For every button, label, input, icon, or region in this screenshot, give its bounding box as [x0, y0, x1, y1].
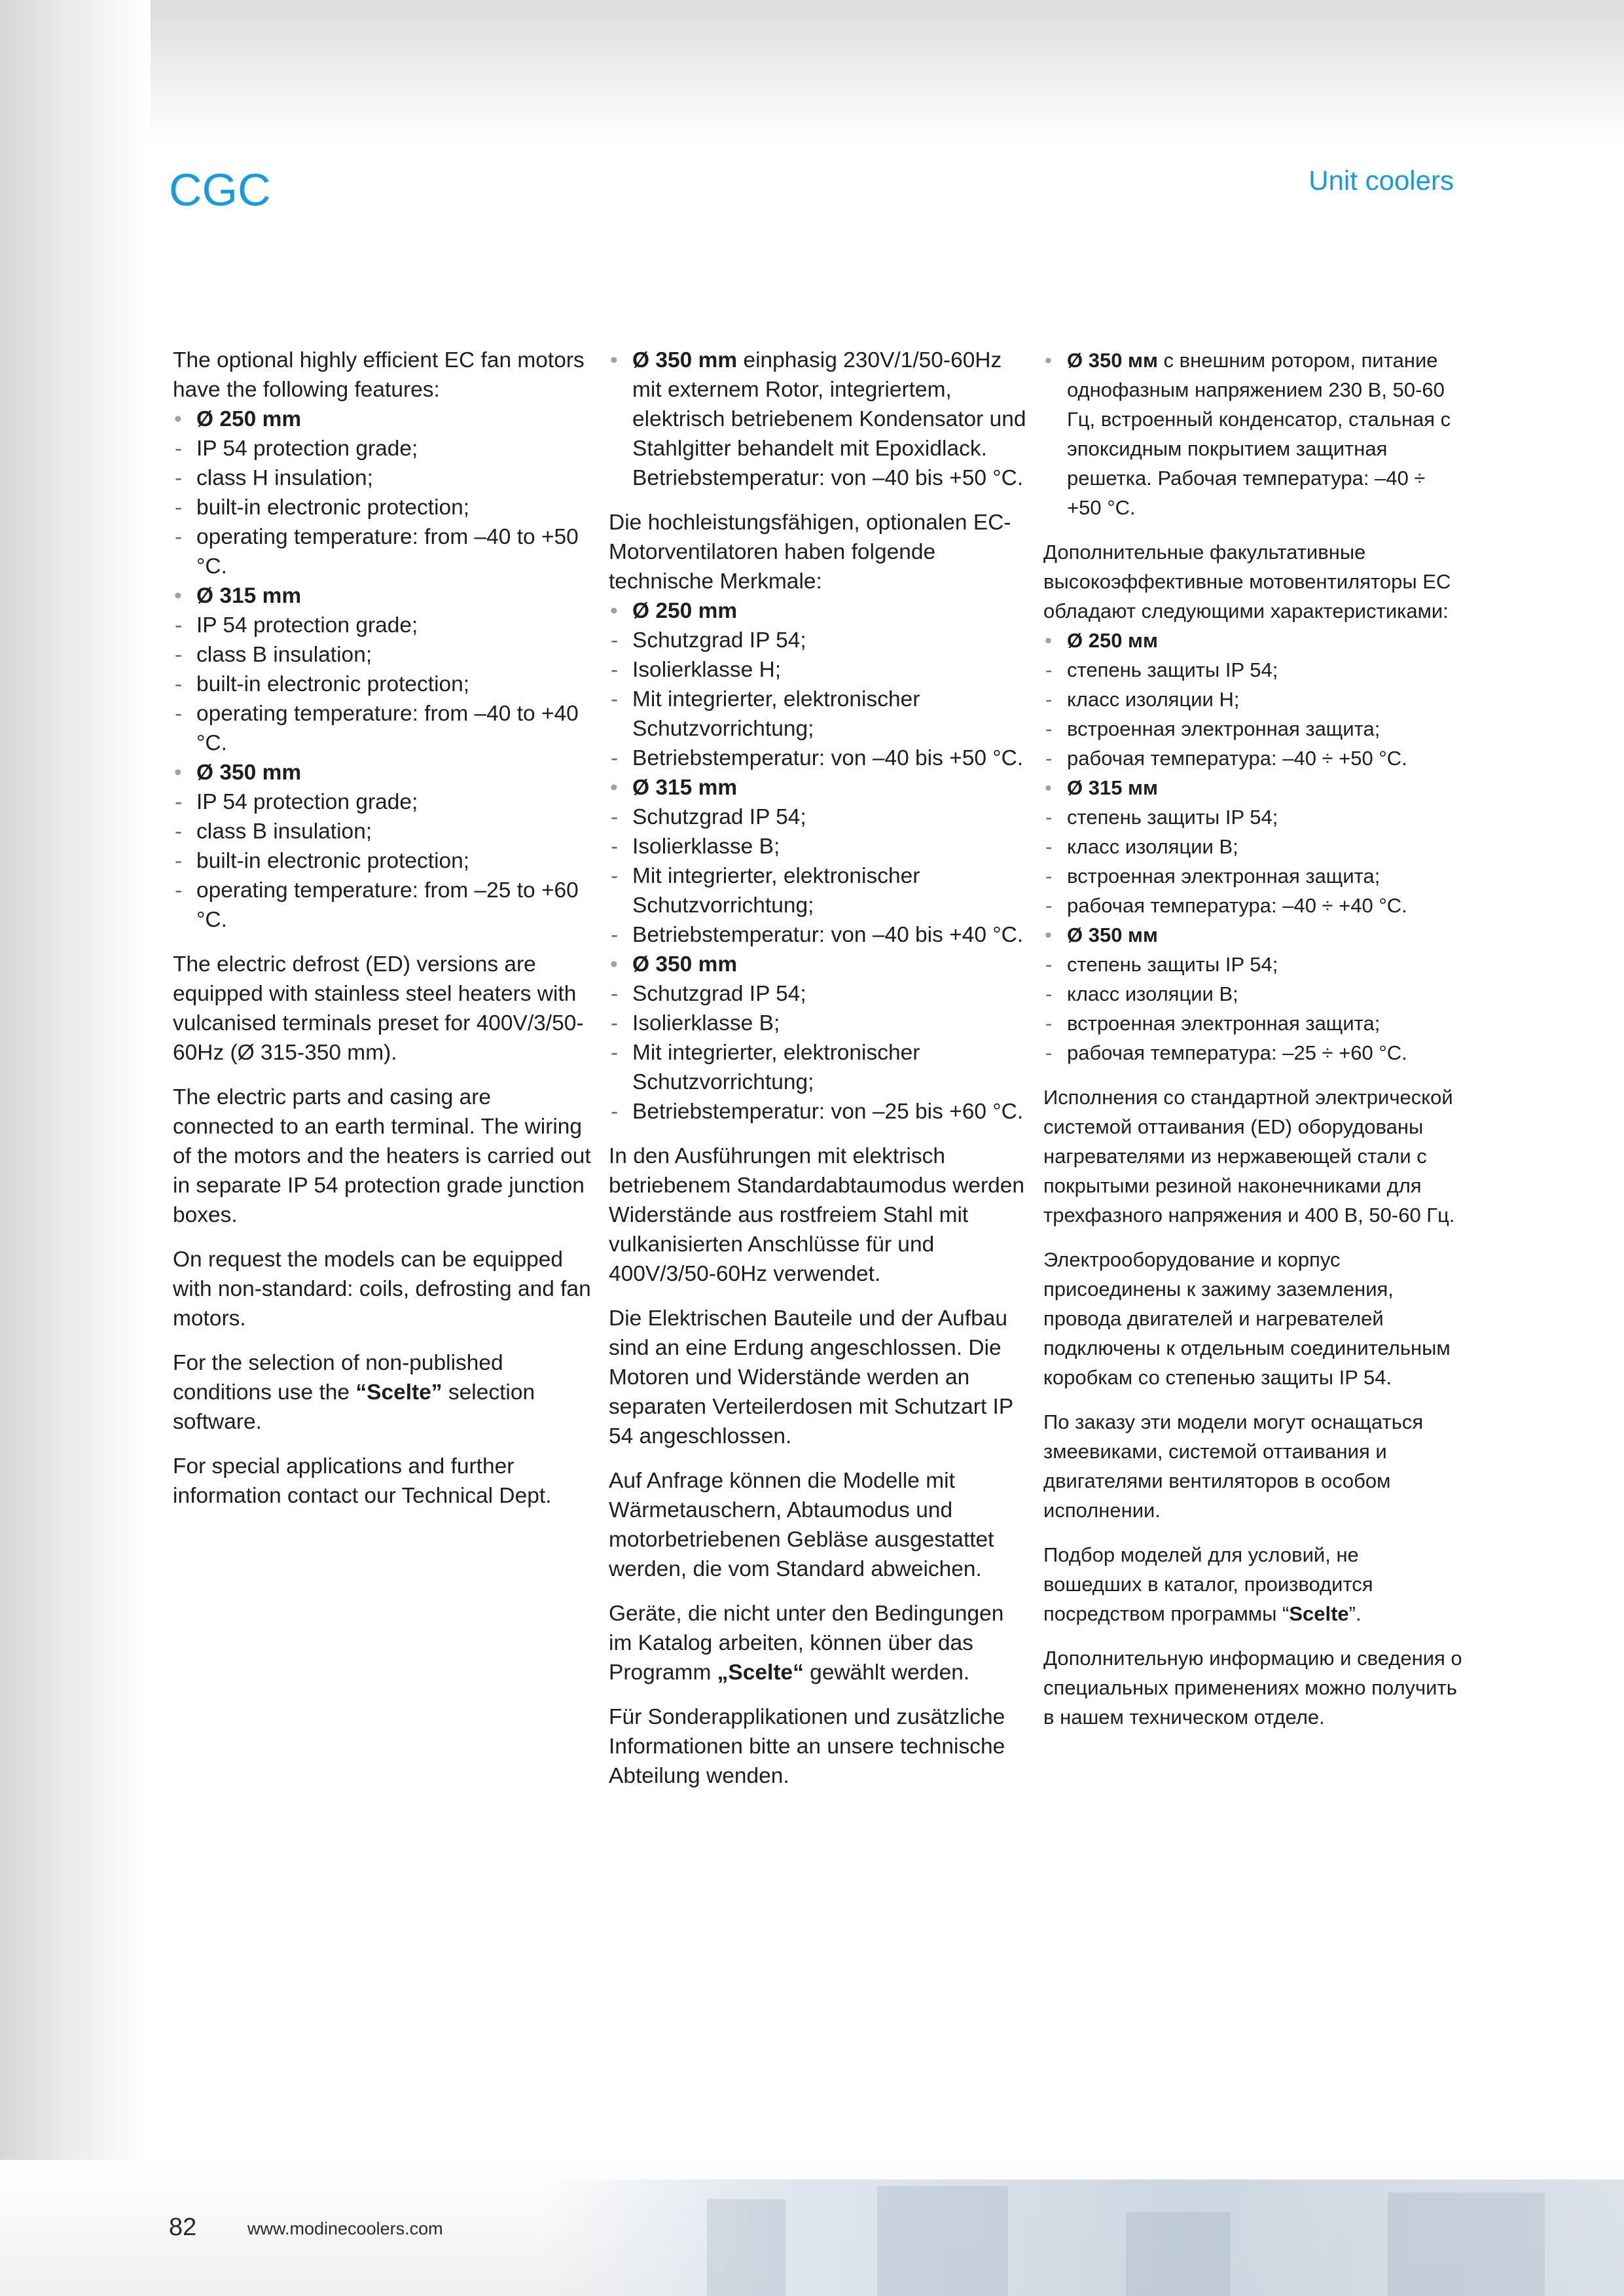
list-item-heading: • Ø 315 мм	[1043, 773, 1462, 802]
list-item-heading: • Ø 315 mm	[609, 773, 1028, 802]
list-item: - built-in electronic protection;	[173, 670, 592, 699]
list-item: - класс изоляции H;	[1043, 685, 1462, 714]
list-item: - class H insulation;	[173, 463, 592, 493]
list-item-heading: • Ø 250 mm	[173, 404, 592, 434]
list-item: - operating temperature: from –25 to +60 °C.	[173, 876, 592, 935]
column-english	[173, 346, 592, 1526]
paragraph: On request the models can be equipped with non-standard: coils, defrosting and fan motors.	[173, 1247, 591, 1331]
page-number: 82	[169, 2214, 197, 2241]
list-item: - класс изоляции В;	[1043, 979, 1462, 1009]
list-item: - Betriebstemperatur: von –25 bis +60 °C.	[609, 1097, 1028, 1126]
paragraph: Дополнительную информацию и сведения о специальных применениях можно получить в нашем техническом отделе.	[1043, 1647, 1462, 1729]
list-item: - встроенная электронная защита;	[1043, 861, 1462, 891]
list-item: - operating temperature: from –40 to +40 °C.	[173, 699, 592, 758]
paragraph: Подбор моделей для условий, не вошедших в каталог, производится посредством программы “Scelte”.	[1043, 1543, 1373, 1625]
feature-list	[609, 346, 1028, 493]
paragraph: Исполнения со стандартной электрической системой оттаивания (ED) оборудованы нагревателями из нержавеющей стали с покрытыми резиной наконечниками для трехфазного напряжения и 400 В, 50-60 Гц.	[1043, 1086, 1455, 1227]
paragraph: The electric defrost (ED) versions are equipped with stainless steel heaters with vulcanised terminals preset for 400V/3/50-60Hz (Ø 315-350 mm).	[173, 952, 584, 1065]
list-item: - Isolierklasse B;	[609, 832, 1028, 861]
list-item: - built-in electronic protection;	[173, 846, 592, 876]
feature-list	[173, 404, 592, 935]
list-item: - Mit integrierter, elektronischer Schutzvorrichtung;	[609, 861, 1028, 920]
column-german	[609, 346, 1028, 1806]
list-item: - степень защиты IP 54;	[1043, 655, 1462, 685]
list-item: - Mit integrierter, elektronischer Schutzvorrichtung;	[609, 1038, 1028, 1097]
list-item-heading: • Ø 350 mm	[609, 950, 1028, 979]
intro-text: Die hochleistungsfähigen, optionalen EC-Motorventilatoren haben folgende technische Merkmale:	[609, 511, 1011, 594]
footer-url[interactable]: www.modinecoolers.com	[247, 2219, 443, 2238]
list-item-heading: • Ø 350 mm einphasig 230V/1/50-60Hz mit externem Rotor, integriertem, elektrisch betriebenem Kondensator und Stahlgitter behandelt mit Epoxidlack. Betriebstemperatur: von –40 bis +50 °C.	[609, 346, 1028, 493]
list-item: - class B insulation;	[173, 817, 592, 846]
list-item: - степень защиты IP 54;	[1043, 950, 1462, 979]
paragraph: Geräte, die nicht unter den Bedingungen im Katalog arbeiten, können über das Programm „Scelte“ gewählt werden.	[609, 1602, 1004, 1685]
list-item: - built-in electronic protection;	[173, 493, 592, 522]
paragraph: Электрооборудование и корпус присоединены к зажиму заземления, провода двигателей и нагревателей подключены к отдельным соединительным коробкам со степенью защиты IP 54.	[1043, 1248, 1451, 1389]
list-item-heading: • Ø 350 mm	[173, 758, 592, 787]
list-item: - Betriebstemperatur: von –40 bis +50 °C.	[609, 744, 1028, 773]
list-item-heading: • Ø 350 мм	[1043, 920, 1462, 950]
list-item: - class B insulation;	[173, 640, 592, 670]
intro-text: The optional highly efficient EC fan motors have the following features:	[173, 348, 585, 402]
list-item: - встроенная электронная защита;	[1043, 714, 1462, 744]
list-item-heading: • Ø 250 мм	[1043, 626, 1462, 655]
paragraph: The electric parts and casing are connected to an earth terminal. The wiring of the motors and the heaters is carried out in separate IP 54 protection grade junction boxes.	[173, 1085, 591, 1227]
paragraph: Die Elektrischen Bauteile und der Aufbau sind an eine Erdung angeschlossen. Die Motoren und Widerstände werden an separaten Verteilerdosen mit Schutzart IP 54 angeschlossen.	[609, 1306, 1013, 1448]
feature-list	[609, 596, 1028, 1126]
list-item: - рабочая температура: –25 ÷ +60 °С.	[1043, 1038, 1462, 1067]
list-item-heading: • Ø 250 mm	[609, 596, 1028, 626]
background-top-shade	[0, 0, 1624, 151]
paragraph: For the selection of non-published conditions use the “Scelte” selection software.	[173, 1351, 535, 1434]
paragraph: In den Ausführungen mit elektrisch betriebenem Standardabtaumodus werden Widerstände aus rostfreiem Stahl mit vulkanisierten Anschlüsse für und 400V/3/50-60Hz verwendet.	[609, 1144, 1025, 1286]
list-item: - IP 54 protection grade;	[173, 611, 592, 640]
page-title: CGC	[169, 164, 271, 215]
list-item: - класс изоляции В;	[1043, 832, 1462, 861]
list-item: - рабочая температура: –40 ÷ +40 °С.	[1043, 891, 1462, 920]
list-item: - степень защиты IP 54;	[1043, 802, 1462, 832]
section-title: Unit coolers	[1308, 165, 1454, 196]
list-item-heading: • Ø 315 mm	[173, 581, 592, 611]
background-left-shade	[0, 0, 151, 2296]
column-russian	[1043, 346, 1462, 1747]
list-item: - IP 54 protection grade;	[173, 787, 592, 817]
paragraph: По заказу эти модели могут оснащаться змеевиками, системой оттаивания и двигателями вентиляторов в особом исполнении.	[1043, 1410, 1424, 1522]
intro-text: Дополнительные факультативные высокоэффективные мотовентиляторы ЕС обладают следующими характеристиками:	[1043, 541, 1451, 622]
list-item: - Mit integrierter, elektronischer Schutzvorrichtung;	[609, 685, 1028, 744]
list-item: - встроенная электронная защита;	[1043, 1009, 1462, 1038]
list-item: - Isolierklasse H;	[609, 655, 1028, 685]
footer-photo-strip	[537, 2179, 1624, 2296]
feature-list	[1043, 626, 1462, 1067]
list-item: - Isolierklasse B;	[609, 1009, 1028, 1038]
list-item: - Betriebstemperatur: von –40 bis +40 °C.	[609, 920, 1028, 950]
paragraph: For special applications and further information contact our Technical Dept.	[173, 1454, 552, 1508]
list-item: - Schutzgrad IP 54;	[609, 979, 1028, 1009]
feature-list	[1043, 346, 1462, 522]
list-item: - IP 54 protection grade;	[173, 434, 592, 463]
list-item: - Schutzgrad IP 54;	[609, 802, 1028, 832]
list-item: - operating temperature: from –40 to +50 °C.	[173, 522, 592, 581]
list-item: - Schutzgrad IP 54;	[609, 626, 1028, 655]
paragraph: Für Sonderapplikationen und zusätzliche Informationen bitte an unsere technische Abteilung wenden.	[609, 1705, 1005, 1788]
list-item: - рабочая температура: –40 ÷ +50 °С.	[1043, 744, 1462, 773]
paragraph: Auf Anfrage können die Modelle mit Wärmetauschern, Abtaumodus und motorbetriebenen Gebläse ausgestattet werden, die vom Standard abweichen.	[609, 1469, 994, 1581]
list-item-heading: • Ø 350 мм с внешним ротором, питание однофазным напряжением 230 В, 50-60 Гц, встроенный конденсатор, стальная с эпоксидным покрытием защитная решетка. Рабочая температура: –40 ÷ +50 °С.	[1043, 346, 1462, 522]
